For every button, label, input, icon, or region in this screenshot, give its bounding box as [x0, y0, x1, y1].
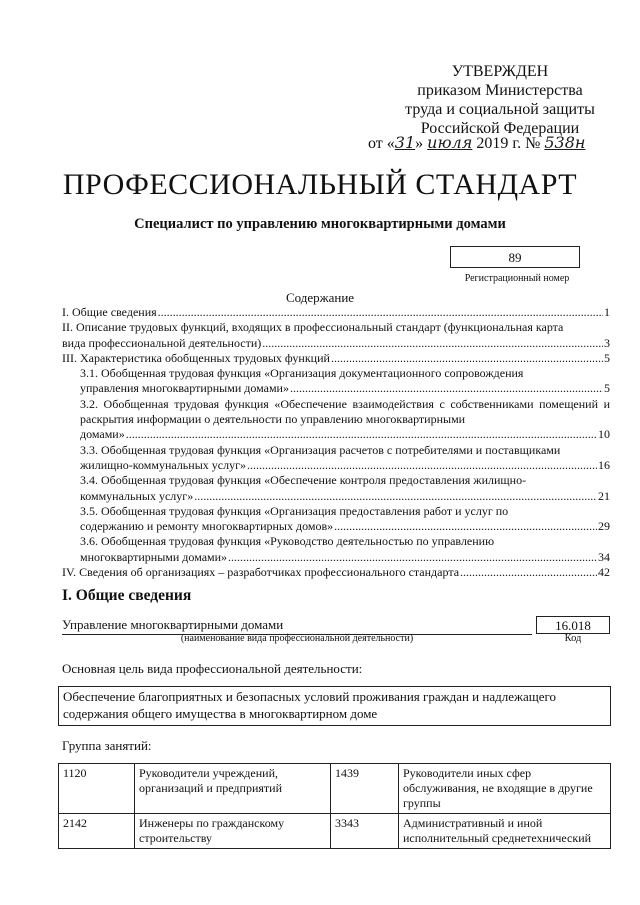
toc-entry-text: жилищно-коммунальных услуг» [80, 457, 246, 472]
approval-line: труда и социальной защиты [405, 101, 595, 118]
toc-entry-text: III. Характеристика обобщенных трудовых функций [62, 350, 330, 365]
toc-page-number: 29 [598, 519, 610, 534]
toc-leader-dots [247, 458, 597, 473]
toc-entry[interactable] [62, 534, 610, 565]
activity-kind-caption: (наименование вида профессиональной деятельности) [180, 633, 414, 644]
order-prefix: от « [368, 135, 395, 152]
group-code: 3343 [331, 814, 399, 849]
toc-entry[interactable] [62, 473, 610, 504]
toc-entry[interactable] [62, 504, 610, 535]
approval-line: УТВЕРЖДЕН [451, 63, 549, 80]
approval-block [380, 62, 620, 138]
toc-entry[interactable] [62, 320, 610, 351]
toc-entry-text: 3.5. Обобщенная трудовая функция «Организация предоставления работ и услуг по [80, 503, 509, 518]
toc-entry[interactable] [62, 305, 610, 320]
toc-entry[interactable] [62, 366, 610, 397]
registration-number: 89 [450, 246, 580, 268]
approval-line: Российской Федерации [420, 120, 580, 137]
toc-page-number: 10 [598, 427, 610, 442]
group-name: Административный и иной исполнительный среднетехнический [399, 814, 611, 849]
group-name: Руководители иных сфер обслуживания, не входящие в другие группы [399, 764, 611, 814]
toc-entry[interactable] [62, 397, 610, 443]
goal-label: Основная цель вида профессиональной деятельности: [62, 661, 363, 676]
toc-page-number: 5 [604, 381, 610, 396]
toc-page-number: 42 [598, 565, 610, 580]
group-code: 2142 [59, 814, 135, 849]
toc-leader-dots [331, 351, 603, 366]
activity-code-caption: Код [564, 633, 582, 644]
table-of-contents [62, 305, 610, 580]
toc-leader-dots [158, 305, 603, 320]
toc-entry[interactable] [62, 565, 610, 580]
toc-entry-text: содержанию и ремонту многоквартирных домов» [80, 519, 334, 534]
order-number: 538н [544, 133, 586, 152]
activity-kind: Управление многоквартирными домами [62, 617, 532, 635]
group-code: 1439 [331, 764, 399, 814]
order-line [368, 133, 585, 153]
toc-entry-text: II. Описание трудовых функций, входящих в профессиональный стандарт (функциональная карта [62, 320, 564, 335]
toc-entry-text: 3.3. Обобщенная трудовая функция «Организация расчетов с потребителями и поставщиками [80, 442, 561, 457]
toc-entry-text: коммунальных услуг» [80, 488, 194, 503]
toc-entry-text: многоквартирными домами» [80, 549, 228, 564]
toc-leader-dots [194, 489, 597, 504]
toc-leader-dots [262, 336, 603, 351]
toc-page-number: 34 [598, 549, 610, 564]
toc-entry-text: вида профессиональной деятельности) [62, 335, 262, 350]
toc-entry-text: IV. Сведения об организациях – разработчиках профессионального стандарта [62, 565, 460, 580]
group-code: 1120 [59, 764, 135, 814]
toc-page-number: 5 [604, 350, 610, 365]
order-year: 2019 г. № [476, 135, 541, 152]
toc-entry-text: управления многоквартирными домами» [80, 381, 289, 396]
toc-leader-dots [290, 381, 603, 396]
toc-entry[interactable] [62, 443, 610, 474]
group-name: Инженеры по гражданскому строительству [135, 814, 331, 849]
document-title: ПРОФЕССИОНАЛЬНЫЙ СТАНДАРТ [62, 168, 578, 201]
toc-leader-dots [126, 427, 597, 442]
toc-leader-dots [334, 519, 597, 534]
group-name: Руководители учреждений, организаций и предприятий [135, 764, 331, 814]
toc-title: Содержание [285, 290, 355, 305]
toc-leader-dots [460, 565, 597, 580]
toc-page-number: 1 [604, 305, 610, 319]
toc-entry-text: I. Общие сведения [62, 305, 157, 319]
toc-entry-text: домами» [80, 427, 125, 442]
toc-entry[interactable] [62, 351, 610, 366]
section-heading: I. Общие сведения [62, 587, 192, 604]
toc-entry-text: 3.2. Обобщенная трудовая функция «Обеспечение взаимодействия с собственниками помещений и раскрытия информации о деятельности по управлению многоквартирными [80, 396, 610, 427]
toc-entry-text: 3.1. Обобщенная трудовая функция «Организация документационного сопровождения [80, 366, 524, 381]
toc-page-number: 3 [604, 335, 610, 350]
toc-leader-dots [228, 550, 597, 565]
order-month: июля [427, 133, 473, 152]
table-row [59, 764, 611, 814]
occupation-groups-table [58, 763, 611, 849]
activity-code: 16.018 [536, 616, 610, 634]
table-row [59, 814, 611, 849]
group-label: Группа занятий: [62, 738, 152, 753]
toc-entry-text: 3.4. Обобщенная трудовая функция «Обеспечение контроля предоставления жилищно- [80, 473, 527, 488]
toc-page-number: 16 [598, 457, 610, 472]
registration-label: Регистрационный номер [464, 273, 570, 284]
toc-page-number: 21 [598, 488, 610, 503]
goal-text: Обеспечение благоприятных и безопасных условий проживания граждан и надлежащего содержания общего имущества в многоквартирном доме [58, 686, 611, 726]
order-day: 31 [394, 133, 416, 152]
toc-entry-text: 3.6. Обобщенная трудовая функция «Руководство деятельностью по управлению [80, 534, 495, 549]
approval-line: приказом Министерства [417, 82, 583, 99]
document-subtitle: Специалист по управлению многоквартирными домами [134, 216, 506, 232]
order-mid: » [415, 135, 424, 152]
